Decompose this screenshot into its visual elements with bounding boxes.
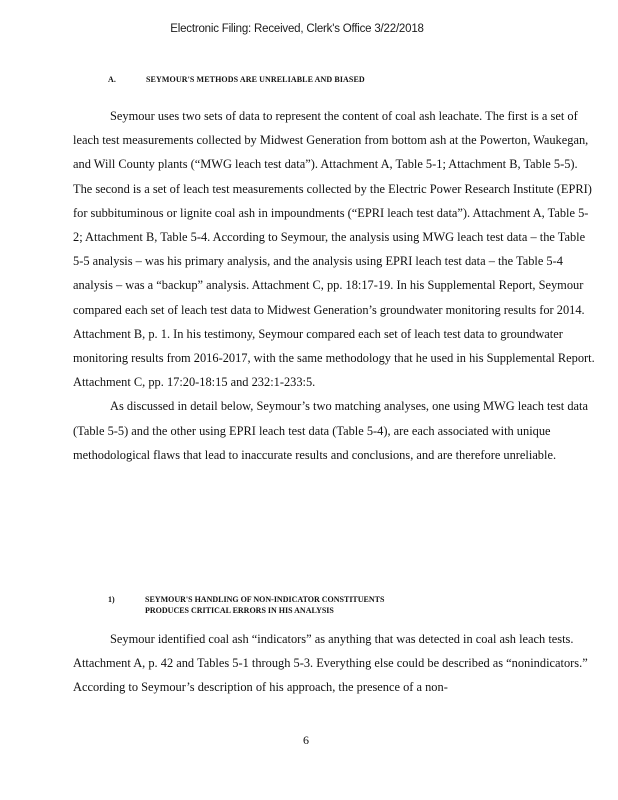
filing-header: Electronic Filing: Received, Clerk's Office 3/22/2018	[170, 23, 424, 35]
body-text	[73, 104, 597, 467]
section-title: SEYMOUR'S METHODS ARE UNRELIABLE AND BIASED	[146, 75, 365, 84]
subsection-heading	[108, 594, 384, 616]
subsection-number: 1)	[108, 595, 115, 604]
paragraph-1: Seymour uses two sets of data to represent the content of coal ash leachate. The first is a set of leach test measurements collected by Midwest Generation from bottom ash at the Powerton, Waukegan, and Will County plants (“MWG leach test data”). Attachment A, Table 5-1; Attachment B, Table 5-5). The second is a set of leach test measurements collected by the Electric Power Research Institute (EPRI) for subbituminous or lignite coal ash in impoundments (“EPRI leach test data”). Attachment A, Table 5-2; Attachment B, Table 5-4. According to Seymour, the analysis using MWG leach test data – the Table 5-5 analysis – was his primary analysis, and the analysis using EPRI leach test data – the Table 5-4 analysis – was a “backup” analysis. Attachment C, pp. 18:17-19. In his Supplemental Report, Seymour compared each set of leach test data to Midwest Generation’s groundwater monitoring results for 2014. Attachment B, p. 1. In his testimony, Seymour compared each set of leach test data to groundwater monitoring results from 2016-2017, with the same methodology that he used in his Supplemental Report. Attachment C, pp. 17:20-18:15 and 232:1-233:5.	[73, 109, 595, 390]
subsection-title-line-1: SEYMOUR'S HANDLING OF NON-INDICATOR CONSTITUENTS	[145, 595, 385, 604]
section-heading	[108, 75, 365, 84]
section-label: A.	[108, 75, 116, 84]
body-text-continued	[73, 627, 597, 700]
paragraph-2: As discussed in detail below, Seymour’s two matching analyses, one using MWG leach test data (Table 5-5) and the other using EPRI leach test data (Table 5-4), are each associated with unique methodological flaws that lead to inaccurate results and conclusions, and are therefore unreliable.	[73, 399, 588, 462]
paragraph-3: Seymour identified coal ash “indicators” as anything that was detected in coal ash leach tests. Attachment A, p. 42 and Tables 5-1 through 5-3. Everything else could be described as “nonindicators.” According to Seymour’s description of his approach, the presence of a non-	[73, 632, 588, 695]
subsection-title-line-2: PRODUCES CRITICAL ERRORS IN HIS ANALYSIS	[145, 606, 334, 615]
page-number: 6	[303, 733, 309, 747]
